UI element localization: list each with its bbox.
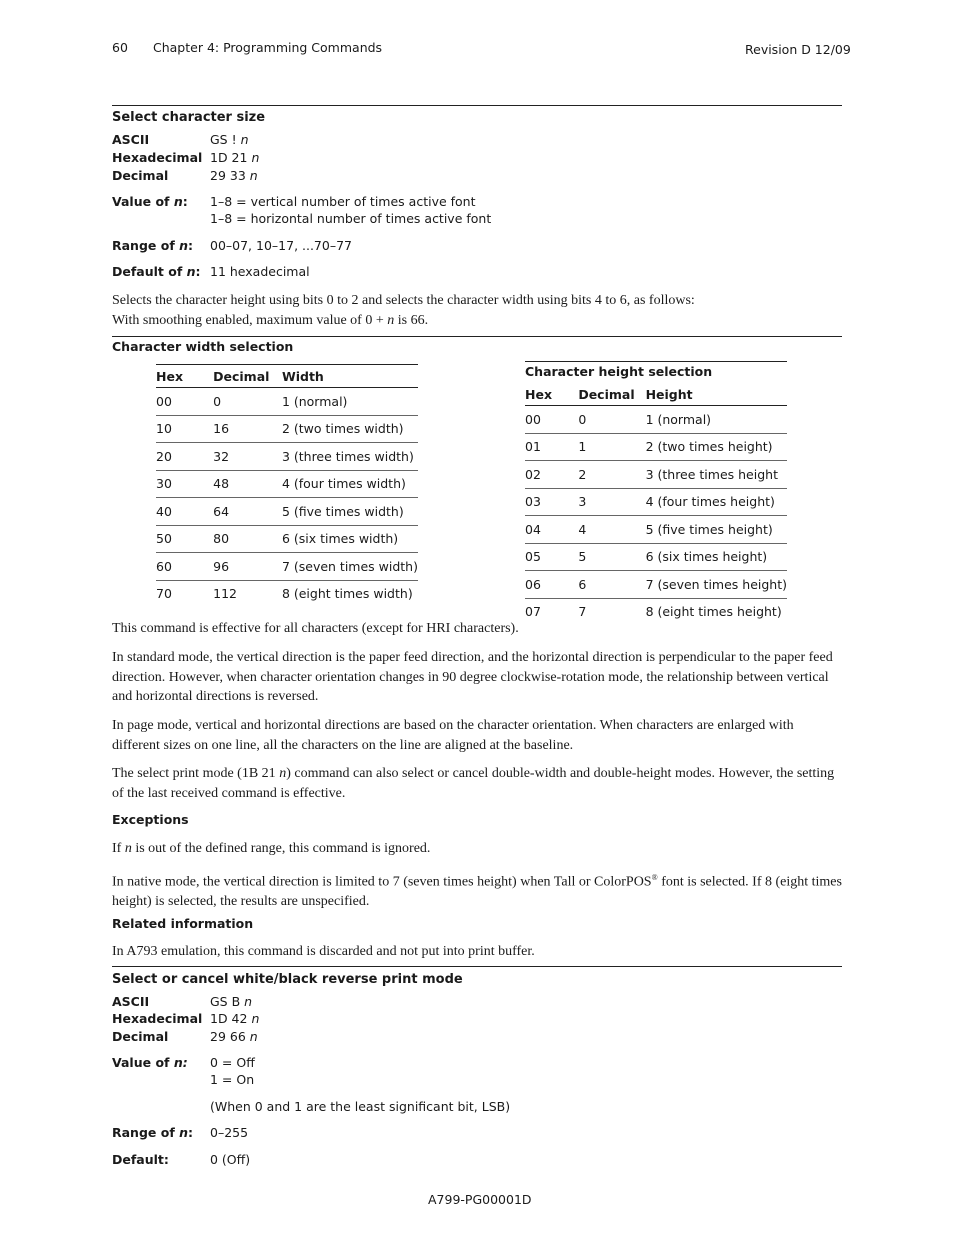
table-header-row: [156, 365, 418, 388]
paragraph-select-print-mode: The select print mode (1B 21 n) command can also select or cancel double-width and double-height modes. However, the setting of the last received command is effective.: [112, 766, 835, 801]
cell-decimal: 16: [213, 415, 282, 443]
cell-decimal: 2: [578, 461, 645, 489]
paragraph-exception-range: If n is out of the defined range, this command is ignored.: [112, 841, 431, 856]
cell-decimal: 96: [213, 553, 282, 581]
table-row: [156, 415, 418, 443]
cell-decimal: 64: [213, 498, 282, 526]
cell-height: 6 (six times height): [646, 543, 787, 571]
table-row: [525, 433, 787, 461]
cell-width: 4 (four times width): [282, 470, 418, 498]
cell-hex: 07: [525, 604, 541, 620]
table-row: [525, 488, 787, 516]
cell-width: 8 (eight times width): [281, 586, 413, 602]
cell-hex: 50: [156, 525, 213, 553]
cell-height: 3 (three times height: [646, 461, 787, 489]
table-row: [525, 516, 787, 544]
paragraph-page-mode: In page mode, vertical and horizontal directions are based on the character orientation. When characters are enlarged with different sizes on one line, all the characters on the line are aligned at the baseline.: [112, 718, 794, 753]
exceptions-heading: Exceptions: [112, 812, 189, 827]
height-table: [525, 383, 787, 625]
range-of-n-label: Range of n:: [112, 238, 194, 253]
cell-hex: 00: [156, 388, 213, 416]
height-table-top-rule: [525, 361, 787, 362]
ascii-value: GS B n: [210, 994, 253, 1009]
cell-height: 1 (normal): [646, 406, 787, 434]
cell-width: 2 (two times width): [282, 415, 418, 443]
table-row: [525, 571, 787, 599]
table-row: [525, 406, 787, 434]
cell-hex: 20: [156, 443, 213, 471]
intro-line-1: Selects the character height using bits 0 to 2 and selects the character width using bits 4 to 6, as follows:: [112, 293, 695, 308]
cell-decimal: 32: [213, 443, 282, 471]
cell-height: 8 (eight times height): [645, 604, 782, 620]
cell-hex: 40: [156, 498, 213, 526]
cell-decimal: 48: [213, 470, 282, 498]
cell-hex: 00: [525, 406, 578, 434]
ascii-label: ASCII: [112, 994, 150, 1009]
cell-width: 5 (five times width): [282, 498, 418, 526]
cell-decimal: 3: [578, 488, 645, 516]
ascii-value: GS ! n: [210, 132, 249, 147]
table-row: [156, 388, 418, 416]
decimal-value: 29 66 n: [210, 1029, 258, 1044]
cell-decimal: 4: [578, 516, 645, 544]
cell-height: 2 (two times height): [646, 433, 787, 461]
table-row: [156, 443, 418, 471]
hex-value: 1D 42 n: [210, 1011, 260, 1026]
default-label: Default:: [112, 1152, 169, 1167]
range-value: 0–255: [210, 1125, 249, 1140]
table-row: [156, 498, 418, 526]
range-of-n-label: Range of n:: [112, 1125, 194, 1140]
table-row: [156, 470, 418, 498]
table-row: [156, 525, 418, 553]
cell-hex: 04: [525, 516, 578, 544]
cell-hex: 03: [525, 488, 578, 516]
cell-decimal: 112: [213, 586, 237, 602]
cell-decimal: 0: [578, 406, 645, 434]
cell-decimal: 1: [578, 433, 645, 461]
height-table-caption: Character height selection: [525, 364, 713, 379]
value-line-1: 1–8 = vertical number of times active font: [210, 194, 476, 209]
page-number: 60: [112, 40, 128, 55]
decimal-label: Decimal: [112, 1029, 169, 1044]
cell-height: 5 (five times height): [646, 516, 787, 544]
cell-decimal: 5: [578, 543, 645, 571]
range-value: 00–07, 10–17, ...70–77: [210, 238, 352, 253]
footer-doc-id: A799-PG00001D: [428, 1192, 532, 1207]
related-heading: Related information: [112, 916, 254, 931]
ascii-label: ASCII: [112, 132, 150, 147]
cell-decimal: 0: [213, 388, 282, 416]
section-title: Select character size: [112, 110, 266, 125]
cell-width: 3 (three times width): [282, 443, 418, 471]
default-value: 11 hexadecimal: [210, 264, 310, 279]
decimal-value: 29 33 n: [210, 168, 258, 183]
cell-width: 7 (seven times width): [282, 553, 418, 581]
cell-decimal: 7: [578, 604, 587, 620]
table-rule: [112, 336, 842, 337]
cell-hex: 02: [525, 461, 578, 489]
value-line-1: 0 = Off: [210, 1055, 255, 1070]
default-value: 0 (Off): [210, 1152, 251, 1167]
value-line-2: 1–8 = horizontal number of times active font: [210, 211, 492, 226]
cell-hex: 60: [156, 553, 213, 581]
value-line-2: 1 = On: [210, 1072, 255, 1087]
section-title: Select or cancel white/black reverse print mode: [112, 972, 463, 987]
intro-line-2: With smoothing enabled, maximum value of 0 + n is 66.: [112, 313, 429, 328]
cell-hex: 10: [156, 415, 213, 443]
table-header-row: [525, 383, 787, 406]
cell-hex: 01: [525, 433, 578, 461]
cell-width: 1 (normal): [282, 388, 418, 416]
cell-decimal: 6: [578, 571, 645, 599]
paragraph-standard-mode: In standard mode, the vertical direction is the paper feed direction, and the horizontal direction is perpendicular to the paper feed direction. However, when character orientation changes in 90 degree clockwise-rotation mode, the relationship between vertical and horizontal directions is reversed.: [112, 650, 833, 704]
cell-hex: 05: [525, 543, 578, 571]
hex-label: Hexadecimal: [112, 150, 203, 165]
decimal-label: Decimal: [112, 168, 169, 183]
value-of-n-label: Value of n:: [112, 1055, 188, 1070]
col-height-header: Height: [646, 383, 787, 406]
col-hex-header: Hex: [156, 365, 213, 388]
width-table-caption: Character width selection: [112, 339, 294, 354]
col-width-header: Width: [282, 365, 418, 388]
value-of-n-label: Value of n:: [112, 194, 188, 209]
chapter-title: Chapter 4: Programming Commands: [153, 40, 383, 55]
section-rule: [112, 966, 842, 967]
cell-decimal: 80: [213, 525, 282, 553]
cell-height: 4 (four times height): [646, 488, 787, 516]
section-rule: [112, 105, 842, 106]
value-note: (When 0 and 1 are the least significant bit, LSB): [210, 1099, 511, 1114]
table-row: [525, 543, 787, 571]
cell-height: 7 (seven times height): [646, 571, 787, 599]
hex-value: 1D 21 n: [210, 150, 260, 165]
hex-label: Hexadecimal: [112, 1011, 203, 1026]
paragraph-effective: This command is effective for all characters (except for HRI characters).: [112, 621, 519, 636]
paragraph-related: In A793 emulation, this command is discarded and not put into print buffer.: [112, 944, 535, 959]
table-row: [156, 553, 418, 581]
width-table: [156, 364, 418, 607]
table-row: [525, 461, 787, 489]
cell-hex: 70: [156, 586, 172, 602]
cell-hex: 30: [156, 470, 213, 498]
col-decimal-header: Decimal: [578, 383, 645, 406]
cell-width: 6 (six times width): [282, 525, 418, 553]
cell-hex: 06: [525, 571, 578, 599]
revision-label: Revision D 12/09: [745, 42, 851, 57]
default-of-n-label: Default of n:: [112, 264, 201, 279]
paragraph-exception-native: In native mode, the vertical direction is limited to 7 (seven times height) when Tall or ColorPOS® font is selected. If 8 (eight times height) is selected, the results are unspecified.: [112, 873, 842, 910]
col-hex-header: Hex: [525, 383, 578, 406]
col-decimal-header: Decimal: [213, 365, 282, 388]
table-row: [156, 580, 418, 607]
